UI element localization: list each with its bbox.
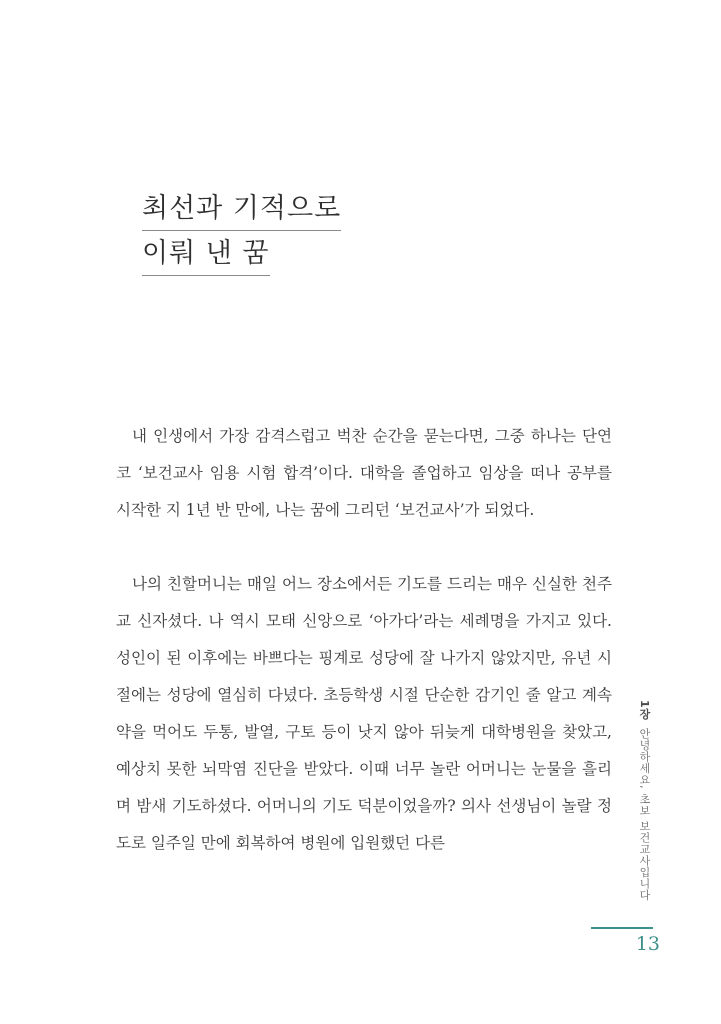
body-paragraph-2-block bbox=[116, 566, 612, 862]
body-paragraph-2: 나의 친할머니는 매일 어느 장소에서든 기도를 드리는 매우 신실한 천주교 신자셨다. 나 역시 모태 신앙으로 ‘아가다’라는 세례명을 가지고 있다. 성인이 된 이후에는 바쁘다는 핑계로 성당에 잘 나가지 않았지만, 유년 시절에는 성당에 열심히 다녔다. 초등학생 시절 단순한 감기인 줄 알고 계속 약을 먹어도 두통, 발열, 구토 등이 낫지 않아 뒤늦게 대학병원을 찾았고, 예상치 못한 뇌막염 진단을 받았다. 이때 너무 놀란 어머니는 눈물을 흘리며 밤새 기도하셨다. 어머니의 기도 덕분이었을까? 의사 선생님이 놀랄 정도로 일주일 만에 회복하여 병원에 입원했던 다른 bbox=[116, 575, 612, 852]
body-paragraph-1: 내 인생에서 가장 감격스럽고 벅찬 순간을 묻는다면, 그중 하나는 단연코 ‘보건교사 임용 시험 합격’이다. 대학을 졸업하고 임상을 떠나 공부를 시작한 지 1년 반 만에, 나는 꿈에 그리던 ‘보건교사’가 되었다. bbox=[116, 427, 612, 519]
running-header-text: 안녕하세요, 초보 보건교사입니다 bbox=[638, 727, 651, 901]
chapter-title-line-2: 이뤄 낸 꿈 bbox=[142, 237, 270, 276]
chapter-title-line-1: 최선과 기적으로 bbox=[142, 192, 341, 231]
running-header-chapter: 1장 bbox=[638, 700, 651, 720]
chapter-title bbox=[142, 192, 442, 282]
running-header bbox=[632, 700, 652, 901]
page-number: 13 bbox=[635, 933, 660, 955]
page-number-rule bbox=[591, 927, 653, 929]
body-paragraph-1-block bbox=[116, 418, 612, 529]
